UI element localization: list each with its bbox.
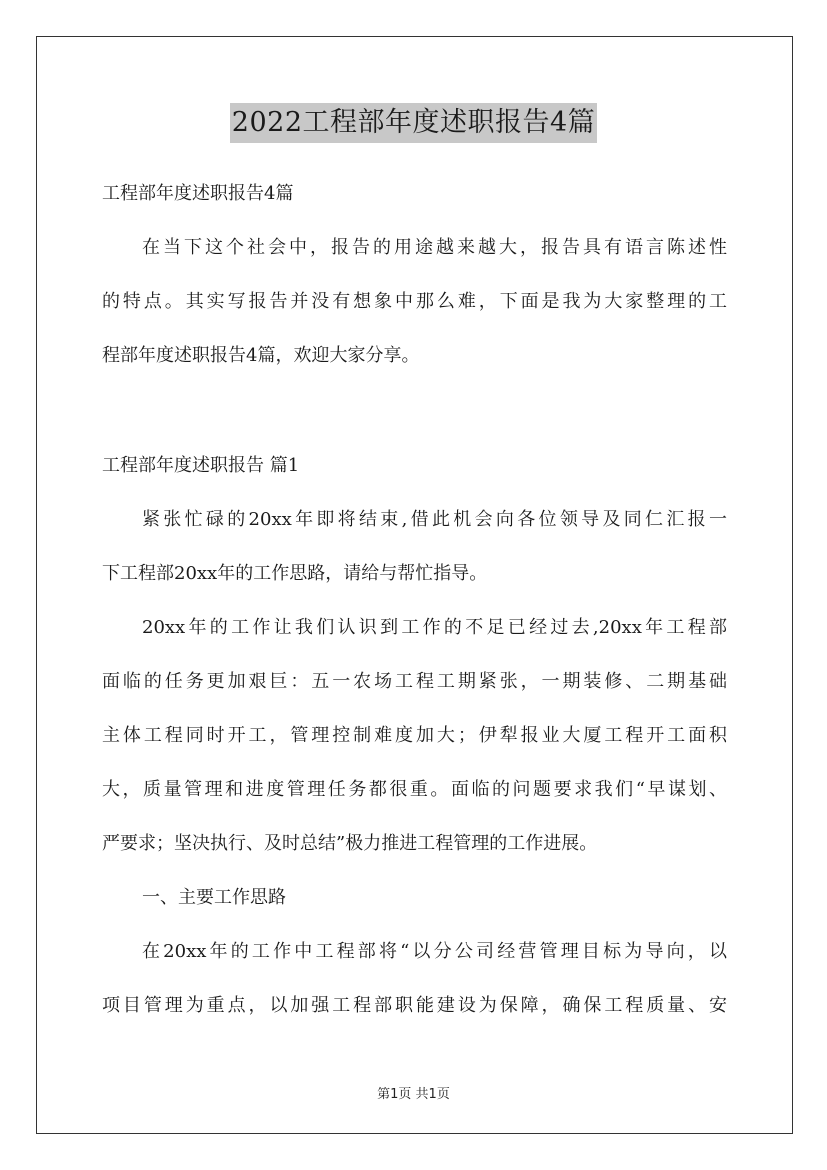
sub-heading: 一、主要工作思路 bbox=[142, 887, 286, 908]
document-title-wrap bbox=[0, 103, 827, 143]
document-subtitle: 工程部年度述职报告4篇 bbox=[102, 183, 294, 204]
section-heading: 工程部年度述职报告 篇1 bbox=[102, 455, 300, 476]
intro-line: 在当下这个社会中，报告的用途越来越大，报告具有语言陈述性 bbox=[142, 237, 727, 258]
paragraph-line: 面临的任务更加艰巨：五一农场工程工期紧张，一期装修、二期基础 bbox=[102, 671, 727, 692]
paragraph-line: 下工程部20xx年的工作思路，请给与帮忙指导。 bbox=[102, 563, 488, 584]
paragraph-line: 严要求；坚决执行、及时总结”极力推进工程管理的工作进展。 bbox=[102, 833, 598, 854]
paragraph-line: 大，质量管理和进度管理任务都很重。面临的问题要求我们“早谋划、 bbox=[102, 779, 727, 800]
document-title: 2022工程部年度述职报告4篇 bbox=[230, 103, 597, 143]
paragraph-line: 紧张忙碌的20xx年即将结束,借此机会向各位领导及同仁汇报一 bbox=[142, 509, 727, 530]
intro-line: 的特点。其实写报告并没有想象中那么难，下面是我为大家整理的工 bbox=[102, 291, 727, 312]
paragraph-line: 项目管理为重点，以加强工程部职能建设为保障，确保工程质量、安 bbox=[102, 995, 727, 1016]
paragraph-line: 20xx年的工作让我们认识到工作的不足已经过去,20xx年工程部 bbox=[142, 617, 727, 638]
paragraph-line: 主体工程同时开工，管理控制难度加大；伊犁报业大厦工程开工面积 bbox=[102, 725, 727, 746]
page-footer: 第1页 共1页 bbox=[377, 1087, 450, 1102]
intro-line: 程部年度述职报告4篇，欢迎大家分享。 bbox=[102, 345, 420, 366]
paragraph-line: 在20xx年的工作中工程部将“以分公司经营管理目标为导向，以 bbox=[142, 941, 727, 962]
